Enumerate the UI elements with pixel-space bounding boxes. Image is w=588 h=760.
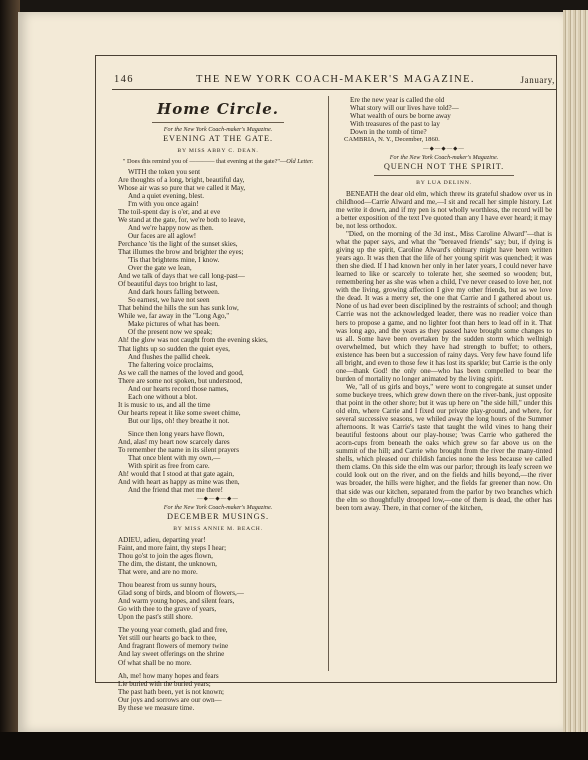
story-author: BY LUA DELINN.: [416, 179, 472, 186]
column-rule: [328, 96, 329, 671]
poem-line: The toil-spent day is o'er, and at eve: [118, 207, 221, 216]
story-paragraph: "Died, on the morning of the 3d inst., Miss Caroline Alward"—that is what the paper says, and what the "bereaved friends" say; but, if dying is giving up the spirit, Caroline Alward's obituary might have been written years ago. It was then that the life of her young spirit was quenched; it was then she died. If I had known her only in her later years, I could never have learned to like or scarcely to tolerate her, she seemed so wooden; but, remembering her as she was when a child, I've never ceased to love her, not with the living, growing affection I give my other friends, but as we love the dead. It was a merry set, the one that Carrie and I gathered about us. None of us had ever been disciplined by the restraints of school; and though Carrie was not the acknowledged leader, there was no readier voice than hers to propose a game, and no lighter foot than hers to lead off in it. That was long ago, and the years as they passed have brought some changes to us all. Some have been overtaken by the sudden storm which wellnigh overwhelmed, but which they have had strength to buffet; to others, existence has been but a succession of rainy days. Very few have found life all bright, and even to those few it has lost its sparkle; but Carrie is the only one—thank God! the only one—who has been compelled to bear the burden of mortality no longer animated by the living spirit.: [336, 230, 552, 383]
poem-line: That were, and are no more.: [118, 568, 198, 577]
poem-line: That lights up so sudden the quiet eyes,: [118, 344, 230, 353]
poem-line: Of the present now we speak;: [128, 328, 213, 337]
poem-line: That behind the hills the sun has sunk low,: [118, 304, 239, 313]
poem-signature: CAMBRIA, N. Y., December, 1860.: [344, 136, 440, 144]
poem-line: Upon the past's still shore.: [118, 613, 193, 622]
divider: [374, 175, 514, 176]
poem-line: Of beautiful days too bright to last,: [118, 280, 218, 289]
poem-line: And our hearts record those names,: [128, 384, 229, 393]
poem-line: Whose air was so pure that we called it May,: [118, 183, 246, 192]
poem-line: Our faces are all aglow!: [128, 231, 197, 240]
poem-line: Go with thee to the grave of years,: [118, 605, 217, 614]
poem-line: What story will our lives have told?—: [350, 104, 459, 113]
poem-line: And, alas! my heart now scarcely dares: [118, 438, 230, 447]
poem-line: It is music to us, and all the time: [118, 400, 211, 409]
poem-line: Our hearts repeat it like some sweet chime,: [118, 408, 241, 417]
poem-line: And fragrant flowers of memory twine: [118, 642, 229, 651]
poem-line: Over the gate we lean,: [128, 264, 192, 273]
poem-line: So earnest, we have not seen: [128, 296, 210, 305]
magazine-title: THE NEW YORK COACH-MAKER'S MAGAZINE.: [196, 74, 475, 85]
story-paragraph: BENEATH the dear old elm, which threw its grateful shadow over us in childhood—Carrie Alward and me,—I sit and recall her simple history. Let me write it down, and if my pen is not wholly worthless, the record will be a better exposition of the text I've quoted than any I have ever heard; it may be, not less orthodox.: [336, 189, 552, 230]
poem1-body: [118, 168, 322, 495]
page-number: 146: [114, 74, 134, 85]
poem-line: I'm with you once again!: [128, 199, 199, 208]
poem-line: Faint, and more faint, thy steps I hear;: [118, 543, 227, 552]
poem-line: Are thoughts of a long, bright, beautiful day,: [118, 175, 245, 184]
poem-line: Ere the new year is called the old: [350, 96, 445, 104]
right-column: [336, 96, 552, 512]
book-spine: [0, 0, 20, 760]
poem-line: Ah! the glow was not caught from the evening skies,: [118, 336, 268, 345]
poem-line: Thou bearest from us sunny hours,: [118, 581, 217, 590]
month-label: January,: [520, 75, 555, 85]
poem-line: Lie buried with the buried years;: [118, 679, 211, 688]
header-rule: [112, 89, 557, 90]
poem-line: Perchance 'tis the light of the sunset skies,: [118, 239, 238, 248]
poem2-source: For the New York Coach-maker's Magazine.: [163, 505, 273, 512]
poem-line: ADIEU, adieu, departing year!: [118, 535, 206, 544]
story-source: For the New York Coach-maker's Magazine.: [389, 155, 499, 162]
poem2-continued: [350, 96, 552, 136]
poem-line: With treasures of the past to lay: [350, 120, 440, 129]
poem-line: To remember the name in its silent prayers: [118, 446, 240, 455]
poem2-body: [118, 536, 322, 712]
divider: [152, 122, 284, 123]
section-heading: Home Circle.: [157, 100, 279, 118]
poem-line: Each one without a blot.: [128, 392, 198, 401]
poem-line: Glad song of birds, and bloom of flowers,—: [118, 589, 244, 598]
poem-line: What wealth of ours be borne away: [350, 112, 451, 121]
poem-line: That once blent with my own,—: [128, 454, 221, 463]
left-column: [114, 96, 322, 712]
poem-line: Make pictures of what has been.: [128, 320, 220, 329]
poem-line: With spirit as free from care.: [128, 462, 210, 471]
poem-line: Of what shall be no more.: [118, 658, 192, 667]
poem-line: The dim, the distant, the unknown,: [118, 560, 217, 569]
poem-line: Down in the tomb of time?: [350, 128, 427, 137]
story-title: QUENCH NOT THE SPIRIT.: [383, 162, 505, 172]
poem-line: And warm young hopes, and silent fears,: [118, 597, 235, 606]
poem-line: WITH the token you sent: [128, 167, 201, 176]
poem-line: Our joys and sorrows are our own—: [118, 695, 222, 704]
poem-line: There are some not spoken, but understood,: [118, 376, 243, 385]
poem-line: And we talk of days that we call long-past—: [118, 272, 245, 281]
poem-line: By these we measure time.: [118, 703, 195, 712]
poem-line: And dark hours falling between.: [128, 288, 220, 297]
poem-line: Since then long years have flown,: [128, 430, 225, 438]
poem-line: Ah, me! how many hopes and fears: [118, 671, 219, 680]
poem-line: And the friend that met me there!: [128, 486, 223, 495]
poem-line: Thou go'st to join the ages flown,: [118, 551, 213, 560]
book-bottom: [0, 732, 588, 760]
poem-line: And with heart as happy as mine was then,: [118, 478, 240, 487]
page-edges: [563, 10, 588, 734]
poem2-title: DECEMBER MUSINGS.: [167, 512, 269, 522]
poem-line: While we, far away in the "Long Ago,": [118, 312, 230, 321]
poem1-source: For the New York Coach-maker's Magazine.: [163, 127, 273, 133]
running-head: [114, 73, 557, 87]
story-paragraph: We, "all of us girls and boys," were wont to congregate at sunset under some buckeye trees, which grew down there on the river-bank, just opposite that point in the other shore; but it was up here on "the side hill," under this old elm, where Carrie and I fixed our private play-ground, and where, for several successive seasons, we whiled away the long hours of the Summer afternoons. It was Carrie's taste that taught the wild vines to hang their beautiful festoons about our play-house; 'twas Carrie who gathered the acorn-cups from beneath the oaks which grew so far above us on the summit of the hill; and Carrie who brought from the river the many-tinted shells, which pleased our childish fancies none the less because we called them clams. On this side the elm was our parlor; through its leafy screen we could look out on the river, and on the fields and hills beyond,—the river was broader, the hills were higher, and the fields far greener than now. On that side was our kitchen, separated from the parlor by two branches which the elm so thoughtfully drooped low,—one of them is dead, the other has been torn away. There, in that corner of the kitchen,: [336, 382, 552, 512]
poem-line: 'Tis that brightens mine, I know.: [128, 256, 220, 265]
poem-line: The past hath been, yet is not known;: [118, 687, 224, 696]
poem-line: Ah! would that I stood at that gate again,: [118, 470, 235, 479]
poem-line: But our lips, oh! they breathe it not.: [128, 416, 230, 425]
poem-line: And we're happy now as then.: [128, 223, 214, 232]
story-body: [336, 190, 552, 512]
ornament-divider: —◆—◆—◆—: [423, 146, 465, 153]
poem-line: That illumes the brow and brighter the eyes;: [118, 247, 244, 256]
poem-line: Yet still our hearts go back to thee,: [118, 634, 217, 643]
poem2-author: BY MISS ANNIE M. BEACH.: [173, 525, 263, 532]
poem-line: And flushes the pallid cheek.: [128, 352, 211, 361]
poem-line: The young year cometh, glad and free,: [118, 626, 228, 635]
poem1-epigraph: " Does this remind you of ———— that evening at the gate?"—Old Letter.: [122, 157, 314, 165]
poem-line: We stand at the gate, for, we're both to leave,: [118, 215, 246, 224]
poem-line: And lay sweet offerings on the shrine: [118, 650, 225, 659]
poem-line: And a quiet evening, blest.: [128, 191, 205, 200]
poem-line: The faltering voice proclaims,: [128, 360, 214, 369]
poem1-author: BY MISS ABBY C. DEAN.: [177, 147, 259, 154]
poem-line: As we call the names of the loved and good,: [118, 368, 244, 377]
ornament-divider: —◆—◆—◆—: [197, 496, 239, 503]
poem1-title: EVENING AT THE GATE.: [163, 134, 273, 143]
